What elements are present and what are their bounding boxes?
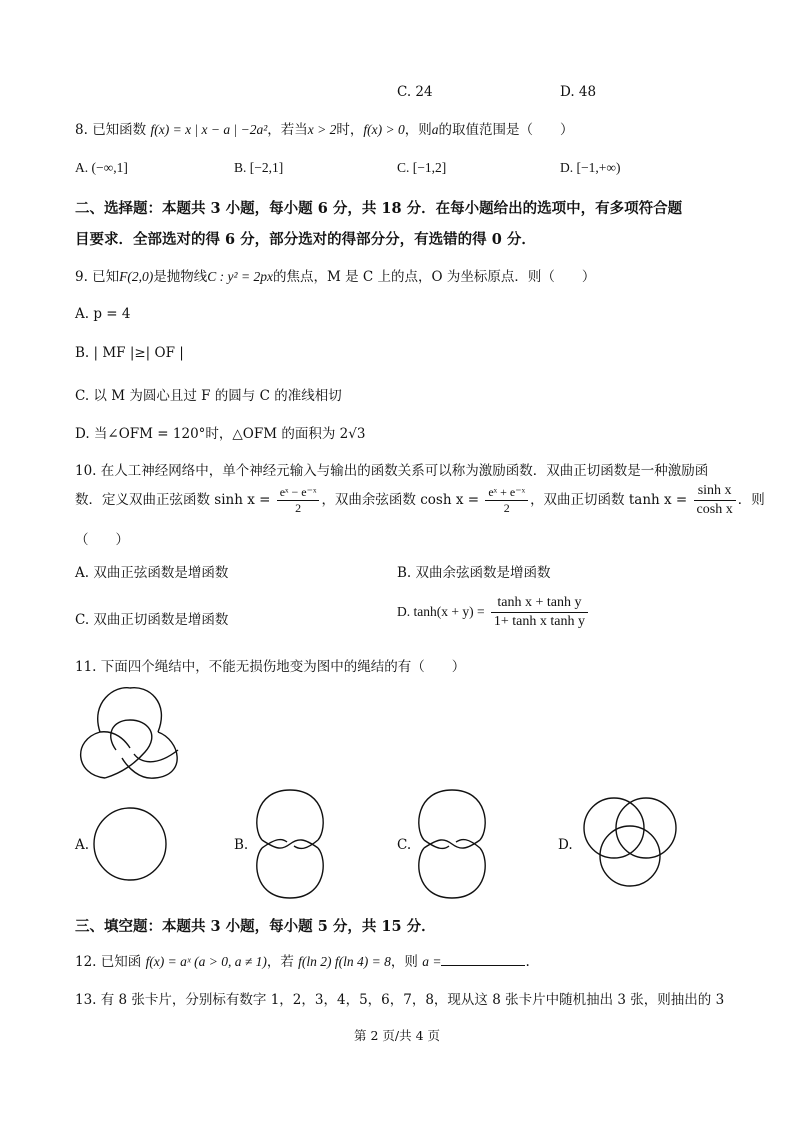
q9-option-c: C. 以 M 为圆心且过 F 的圆与 C 的准线相切 [75,388,342,404]
q12-function: f(x) = aˣ (a > 0, a ≠ 1) [145,954,267,969]
q9-focus: F(2,0) [119,269,154,284]
option-c-prev: C. 24 [397,84,433,100]
q11-option-d-label: D. [558,837,573,853]
q10-option-d [397,594,590,631]
q12-answer-prefix: a = [422,954,442,969]
question-10-line-1: 10. 在人工神经网络中，单个神经元输入与输出的函数关系可以称为激励函数．双曲正切函数是一种激励函 [75,463,709,479]
question-12 [75,950,530,970]
section-2-heading: 二、选择题：本题共 3 小题，每小题 6 分，共 18 分．在每小题给出的选项中，有多项符合题 [75,200,683,217]
q8-number: 8. [75,122,88,138]
question-9-stem [75,265,595,285]
cosh-fraction [485,485,528,516]
q12-condition: f(ln 2) f(ln 4) = 8 [298,954,391,969]
cosh-numerator: eˣ + e⁻ˣ [485,485,528,501]
q12-text: 12. 已知函 [75,954,142,970]
q8-text: 时， [336,122,364,138]
tanh-numerator: sinh x [694,482,736,501]
q8-condition: x > 2 [307,122,337,137]
q8-condition: f(x) > 0 [363,122,405,137]
answer-blank[interactable] [441,951,525,966]
section-3-heading: 三、填空题：本题共 3 小题，每小题 5 分，共 15 分． [75,918,436,935]
q9-option-a: A. p = 4 [75,306,131,322]
cosh-denominator: 2 [503,501,510,515]
q8-text: 的取值范围是（ ） [438,122,574,138]
question-13: 13. 有 8 张卡片，分别标有数字 1，2，3，4，5，6，7，8，现从这 8 张卡片中随机抽出 3 张，则抽出的 3 [75,992,725,1008]
q8-function: f(x) = x | x − a | −2a² [150,122,268,137]
twisted-loops-figure-c [414,788,490,900]
q10-option-a: A. 双曲正弦函数是增函数 [75,565,229,581]
q9-parabola: C : y² = 2px [207,269,273,284]
q11-option-a-label: A. [75,837,90,853]
q10-text: ，双曲余弦函数 cosh x = [321,492,480,508]
q10-option-c: C. 双曲正切函数是增函数 [75,612,229,628]
q12-text: ，若 [266,954,294,970]
tanh-denominator: cosh x [696,502,733,517]
trefoil-knot-figure [70,680,190,785]
unknot-circle-figure [92,806,168,882]
sinh-fraction [277,485,320,516]
sinh-denominator: 2 [295,501,302,515]
q8-option-b: B. [−2,1] [234,160,284,175]
q8-option-c: C. [−1,2] [397,160,447,175]
q8-text: ，则 [404,122,432,138]
q10-text: 数．定义双曲正弦函数 sinh x = [75,492,271,508]
q11-option-b-label: B. [234,837,249,853]
tanh-sum-numerator: tanh x + tanh y [491,594,588,613]
q10-text: ，双曲正切函数 tanh x = [530,492,688,508]
question-10-line-3: （ ） [75,532,129,548]
question-10-line-2 [75,482,765,519]
q12-text: ，则 [390,954,418,970]
tanh-sum-denominator: 1+ tanh x tanh y [493,614,585,629]
q10-option-b: B. 双曲余弦函数是增函数 [397,565,551,581]
q8-option-d: D. [−1,+∞) [560,160,621,175]
q9-text: 9. 已知 [75,269,120,285]
section-2-heading-cont: 目要求．全部选对的得 6 分，部分选对的得部分分，有选错的得 0 分． [75,231,536,248]
q10-d-lhs: D. tanh(x + y) = [397,604,485,619]
q9-text: 是抛物线 [153,269,208,285]
sinh-numerator: eˣ − e⁻ˣ [277,485,320,501]
tanh-sum-fraction [491,594,588,631]
q12-period: . [525,954,530,970]
tanh-fraction [694,482,736,519]
q9-option-d: D. 当∠OFM = 120°时，△OFM 的面积为 2√3 [75,426,366,442]
q9-option-b: B. | MF |≥| OF | [75,345,184,361]
q8-text: 已知函数 [92,122,147,138]
three-rings-figure [578,792,682,892]
q8-text: ，若当 [267,122,308,138]
q8-variable: a [431,122,439,137]
q8-option-a: A. (−∞,1] [75,160,128,175]
question-8-stem [75,118,573,138]
page-footer: 第 2 页/共 4 页 [353,1028,440,1043]
q11-option-c-label: C. [397,837,412,853]
q10-text: ．则 [737,492,765,508]
question-11-stem: 11. 下面四个绳结中，不能无损伤地变为图中的绳结的有（ ） [75,659,466,675]
option-d-prev: D. 48 [560,84,597,100]
q9-text: 的焦点，M 是 C 上的点，O 为坐标原点．则（ ） [272,269,596,285]
twisted-loops-figure-b [252,788,328,900]
